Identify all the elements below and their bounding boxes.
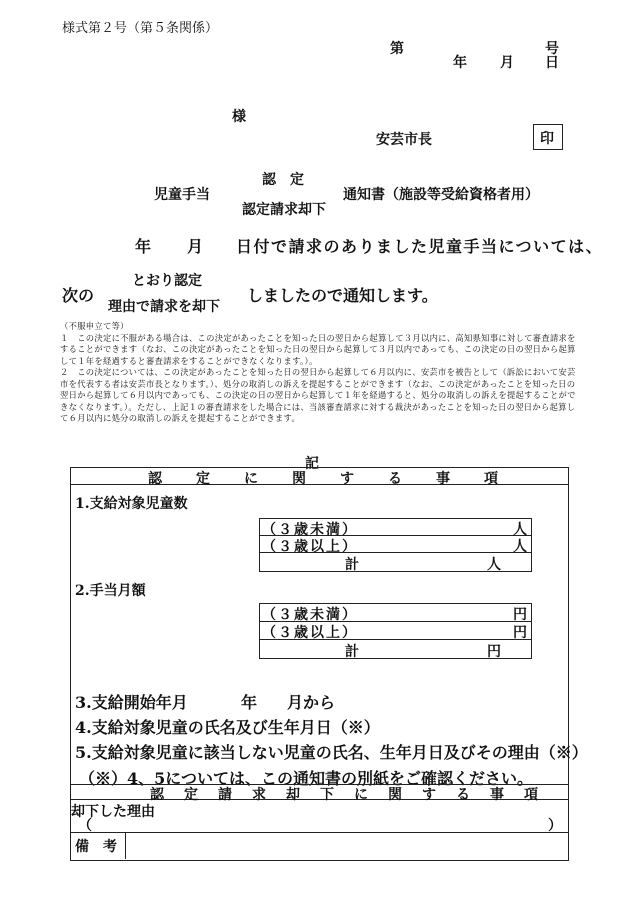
item1-total-unit: 人 (487, 557, 501, 573)
body-option-nintei: とおり認定 (132, 273, 202, 289)
remarks-label: 備 考 (75, 839, 117, 855)
section-nintei-heading: 認定に関する事項 (148, 471, 532, 487)
item2-row-over3-unit: 円 (513, 625, 527, 641)
form-id: 様式第２号（第５条関係） (62, 21, 219, 36)
ki-label: 記 (305, 456, 319, 472)
appeal-item-2: ２ この決定については、この決定があったことを知った日の翌日から起算して６月以内に、安芸市を被告として（訴訟において安芸市を代表する者は安芸市長となります。）、処分の取消しの訴えを提起することができます（なお、この決定があったことを知った日の翌日から起算して６月以内であっても、この決定の日の翌日から起算して１年を経過すると、処分の取消しの訴えを提起することができなくなります。）。ただし、上記１の審査請求をした場合には、当該審査請求に対する裁決があったことを知った日の翌日から起算して６月以内に処分の取消しの訴えを提起することができます。 (60, 367, 576, 423)
confirmation-note: （※）4、5については、この通知書の別紙をご確認ください。 (79, 769, 533, 788)
appeal-item-1: １ この決定に不服がある場合は、この決定があったことを知った日の翌日から起算して３月以内に、高知県知事に対して審査請求をすることができます（なお、この決定があったことを知った日の翌日から起算して３月以内であっても、この決定の日の翌日から起算して１年を経過すると審査請求をすることができなくなります。）。 (60, 332, 576, 366)
item2-label: 2.手当月額 (75, 583, 146, 599)
item5-label: 5.支給対象児童に該当しない児童の氏名、生年月日及びその理由（※） (75, 743, 588, 762)
item2-row-under3-label: （３歳未満） (262, 607, 358, 623)
body-suffix: しましたので通知します。 (247, 286, 438, 305)
appeal-heading: （不服申立て等） (60, 321, 129, 331)
section-kyakka-heading: 認定請求却下に関する事項 (150, 787, 558, 803)
item3-year: 年 (241, 693, 258, 712)
kyakka-reason-close: ） (548, 818, 562, 834)
item1-total-label: 計 (345, 557, 359, 573)
appeal-notes (60, 321, 580, 425)
seal-text: 印 (540, 131, 554, 147)
body-line1: 日付で請求のありました児童手当については、 (236, 237, 604, 256)
body-year: 年 (135, 237, 152, 256)
title-option-kyakka: 認定請求却下 (242, 202, 326, 218)
title-option-nintei: 認 定 (262, 172, 304, 188)
item2-row-under3-unit: 円 (513, 607, 527, 623)
seal-box (533, 124, 563, 150)
item1-row-under3-label: （３歳未満） (262, 522, 358, 538)
body-month: 月 (187, 237, 204, 256)
item2-total-label: 計 (345, 644, 359, 660)
item1-row-under3-unit: 人 (513, 522, 527, 538)
addressee-honorific: 様 (232, 109, 246, 125)
body-option-kyakka: 理由で請求を却下 (108, 299, 220, 315)
date-year: 年 (453, 55, 467, 71)
item1-row-over3-label: （３歳以上） (262, 539, 358, 555)
item3-month: 月から (287, 693, 336, 712)
number-suffix: 号 (545, 41, 559, 57)
item1-row-over3-unit: 人 (513, 539, 527, 555)
item2-total-unit: 円 (487, 644, 501, 660)
date-day: 日 (545, 55, 559, 71)
issuer-name: 安芸市長 (376, 132, 432, 148)
title-left: 児童手当 (154, 187, 210, 203)
kyakka-reason-label: 却下した理由 (71, 804, 155, 820)
date-month: 月 (500, 55, 514, 71)
item4-label: 4.支給対象児童の氏名及び生年月日（※） (75, 718, 380, 737)
item3-label: 3.支給開始年月 (75, 693, 188, 712)
item1-label: 1.支給対象児童数 (75, 496, 188, 512)
body-prefix: 次の (62, 286, 95, 305)
number-prefix: 第 (390, 41, 404, 57)
kyakka-reason-open: （ (78, 818, 92, 834)
title-right: 通知書（施設等受給資格者用） (343, 187, 539, 203)
item2-row-over3-label: （３歳以上） (262, 625, 358, 641)
